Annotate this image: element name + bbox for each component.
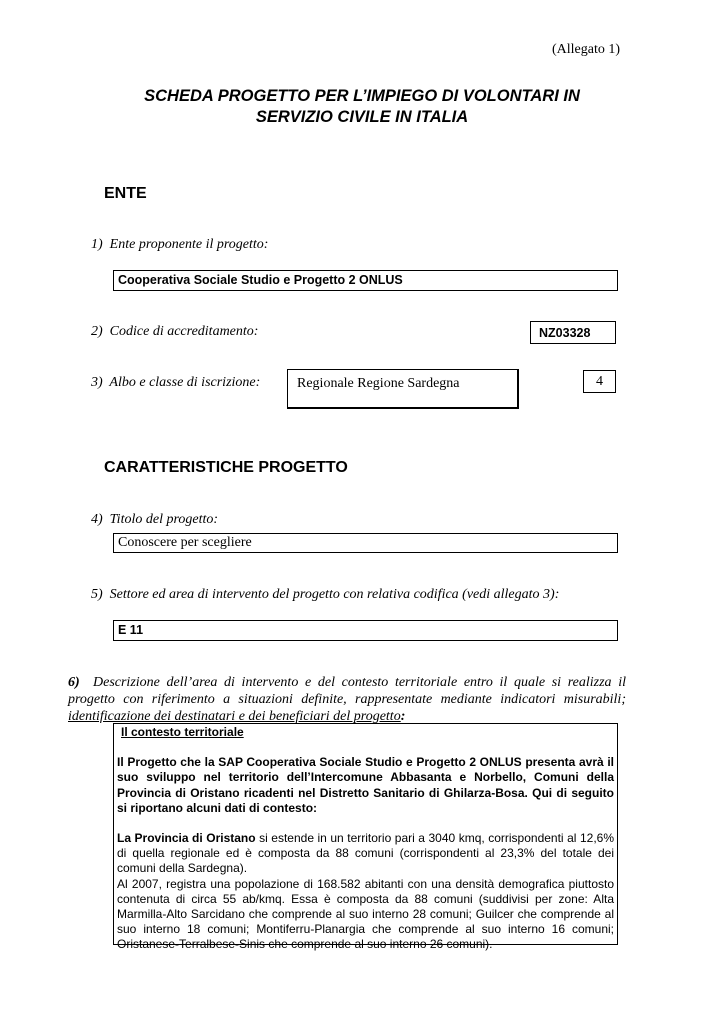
question-3 (91, 375, 260, 391)
context-paragraph-1 (117, 831, 614, 877)
classe-field (583, 370, 616, 393)
codice-accreditamento-field (530, 321, 616, 344)
question-2-number: 2) (91, 324, 103, 339)
question-3-number: 3) (91, 375, 103, 390)
settore-field (113, 620, 618, 641)
question-6 (68, 674, 626, 725)
context-intro: Il Progetto che la SAP Cooperativa Sociale Studio e Progetto 2 ONLUS presenta avrà il suo sviluppo nel territorio dell’Intercomune Abbasanta e Norbello, Comuni della Provincia di Oristano ricadenti nel Distretto Sanitario di Ghilarza-Bosa. Qui di seguito si riportano alcuni dati di contesto: (117, 755, 614, 815)
question-6-number: 6) (68, 675, 80, 690)
question-5-label: Settore ed area di intervento del progetto con relativa codifica (vedi allegato 3): (109, 587, 560, 602)
question-5-number: 5) (91, 587, 103, 602)
question-6-colon: : (400, 709, 406, 724)
page-title (0, 86, 724, 128)
provincia-description: si estende in un territorio pari a 3040 kmq, corrispondenti al 12,6% di quella regionale ed è composta da 88 comuni (corrispondenti al 23,3% del totale dei comuni della Sardegna). (117, 831, 614, 876)
settore-value: E 11 (118, 623, 144, 637)
section-ente-heading: ENTE (104, 185, 147, 202)
titolo-progetto-field (113, 533, 618, 553)
provincia-name: La Provincia di Oristano (117, 831, 256, 846)
context-paragraph-2: Al 2007, registra una popolazione di 168.582 abitanti con una densità demografica piuttosto contenuta di circa 55 ab/kmq. Essa è composta da 88 comuni (suddivisi per zone: Alta Marmilla-Alto Sarcidano che comprende al suo interno 28 comuni; Guilcer che comprende al suo interno 18 comuni; Montiferru-Planargia che comprende al suo interno 16 comuni; Oristanese-Terralbese-Sinis che comprende al suo interno 26 comuni). (117, 876, 614, 952)
question-4-label: Titolo del progetto: (109, 512, 219, 527)
question-2 (91, 324, 258, 340)
question-4 (91, 512, 218, 528)
title-line-2: SERVIZIO CIVILE IN ITALIA (255, 108, 469, 126)
ente-proponente-field (113, 270, 618, 291)
albo-field (287, 369, 519, 409)
question-1-label: Ente proponente il progetto: (109, 237, 269, 252)
titolo-progetto-value: Conoscere per scegliere (118, 535, 252, 550)
question-1-number: 1) (91, 237, 103, 252)
albo-value: Regionale Regione Sardegna (297, 376, 460, 391)
question-6-text: Descrizione dell’area di intervento e del contesto territoriale entro il quale si realizza il progetto con riferimento a situazioni definite, rappresentate mediante indicatori misurabili; (68, 675, 626, 707)
ente-proponente-value: Cooperativa Sociale Studio e Progetto 2 ONLUS (118, 273, 403, 287)
section-caratteristiche-heading: CARATTERISTICHE PROGETTO (104, 459, 348, 476)
question-3-label: Albo e classe di iscrizione: (109, 375, 261, 390)
codice-accreditamento-value: NZ03328 (539, 326, 591, 340)
question-4-number: 4) (91, 512, 103, 527)
question-1 (91, 237, 268, 253)
context-description-box (113, 723, 618, 952)
question-2-label: Codice di accreditamento: (109, 324, 259, 339)
classe-value: 4 (596, 374, 603, 389)
question-6-underlined-text: identificazione dei destinatari e dei beneficiari del progetto (68, 709, 401, 724)
annex-label: (Allegato 1) (551, 42, 620, 57)
title-line-1: SCHEDA PROGETTO PER L’IMPIEGO DI VOLONTARI IN (144, 87, 580, 105)
question-5 (91, 587, 559, 603)
context-header: Il contesto territoriale (121, 725, 244, 739)
